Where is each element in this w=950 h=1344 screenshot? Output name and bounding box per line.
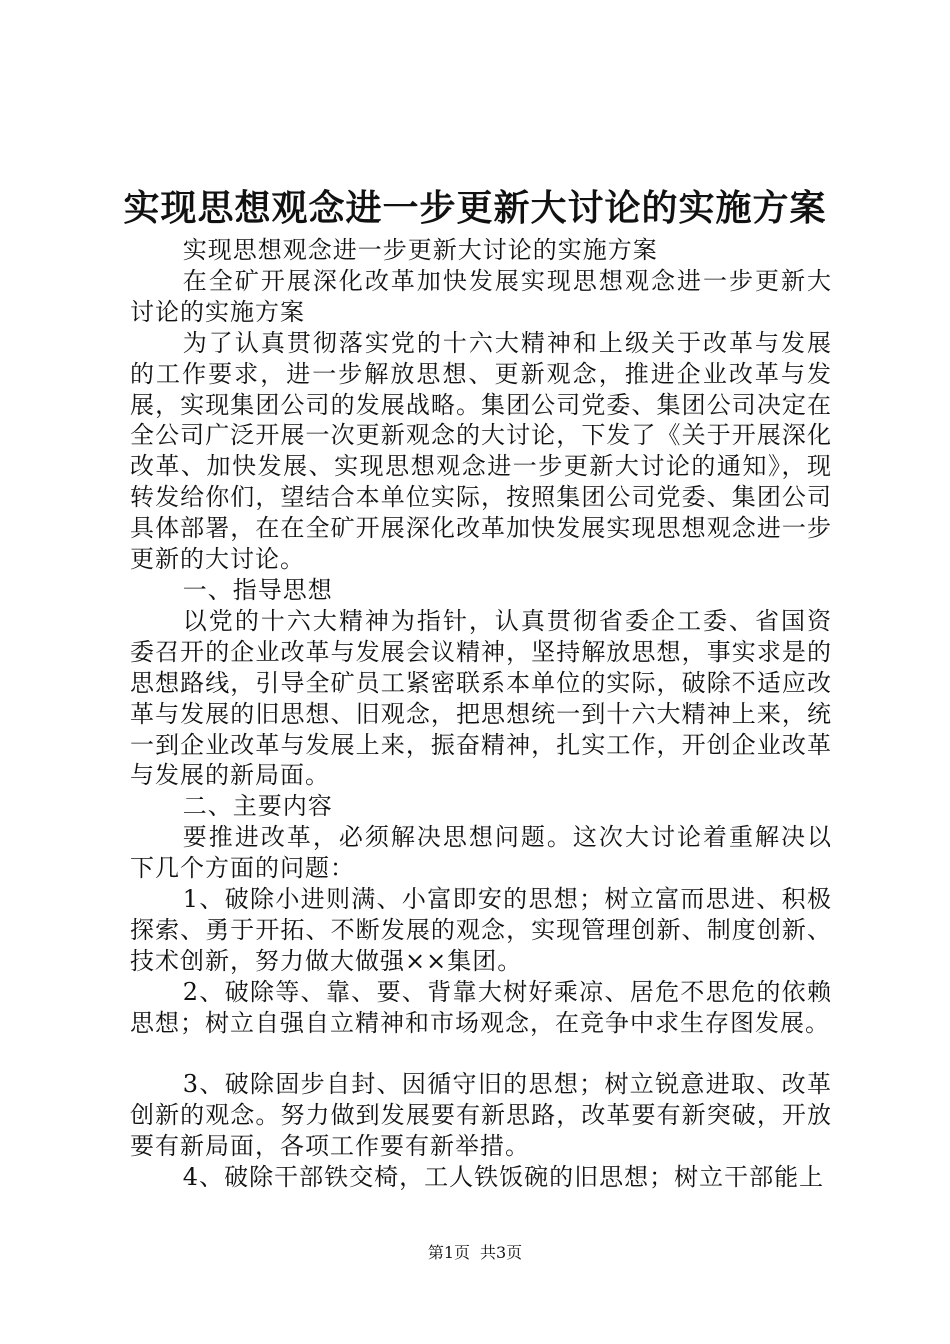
page-number: 第1页	[427, 1243, 470, 1262]
paragraph-main-content-intro: 要推进改革，必须解决思想问题。这次大讨论着重解决以下几个方面的问题：	[130, 823, 832, 883]
paragraph-guiding-thought: 以党的十六大精神为指针，认真贯彻省委企工委、省国资委召开的企业改革与发展会议精神，坚持解放思想，事实求是的思想路线，引导全矿员工紧密联系本单位的实际，破除不适应改革与发展的旧思想、旧观念，把思想统一到十六大精神上来，统一到企业改革与发展上来，振奋精神，扎实工作，开创企业改革与发展的新局面。	[130, 606, 832, 790]
section-heading-main-content: 二、主要内容	[182, 792, 333, 821]
page-footer	[0, 1243, 950, 1263]
document-title: 实现思想观念进一步更新大讨论的实施方案	[123, 187, 827, 229]
paragraph-intro: 为了认真贯彻落实党的十六大精神和上级关于改革与发展的工作要求，进一步解放思想、更新观念，推进企业改革与发展，实现集团公司的发展战略。集团公司党委、集团公司决定在全公司广泛开展一次更新观念的大讨论，下发了《关于开展深化改革、加快发展、实现思想观念进一步更新大讨论的通知》，现转发给你们，望结合本单位实际，按照集团公司党委、集团公司具体部署，在在全矿开展深化改革加快发展实现思想观念进一步更新的大讨论。	[130, 328, 832, 574]
list-item-2: 2、破除等、靠、要、背靠大树好乘凉、居危不思危的依赖思想；树立自强自立精神和市场观念，在竞争中求生存图发展。	[130, 977, 832, 1037]
section-heading-guiding-thought: 一、指导思想	[182, 575, 333, 604]
document-body	[130, 235, 832, 1193]
paragraph-subtitle: 实现思想观念进一步更新大讨论的实施方案	[182, 236, 658, 264]
list-item-3: 3、破除固步自封、因循守旧的思想；树立锐意进取、改革创新的观念。努力做到发展要有新思路，改革要有新突破，开放要有新局面，各项工作要有新举措。	[130, 1070, 832, 1161]
page-total: 共3页	[480, 1243, 523, 1262]
list-item-1: 1、破除小进则满、小富即安的思想；树立富而思进、积极探索、勇于开拓、不断发展的观念，实现管理创新、制度创新、技术创新，努力做大做强××集团。	[130, 885, 832, 975]
paragraph-heading-line: 在全矿开展深化改革加快发展实现思想观念进一步更新大讨论的实施方案	[130, 266, 832, 326]
list-item-4: 4、破除干部铁交椅，工人铁饭碗的旧思想；树立干部能上	[182, 1163, 825, 1192]
